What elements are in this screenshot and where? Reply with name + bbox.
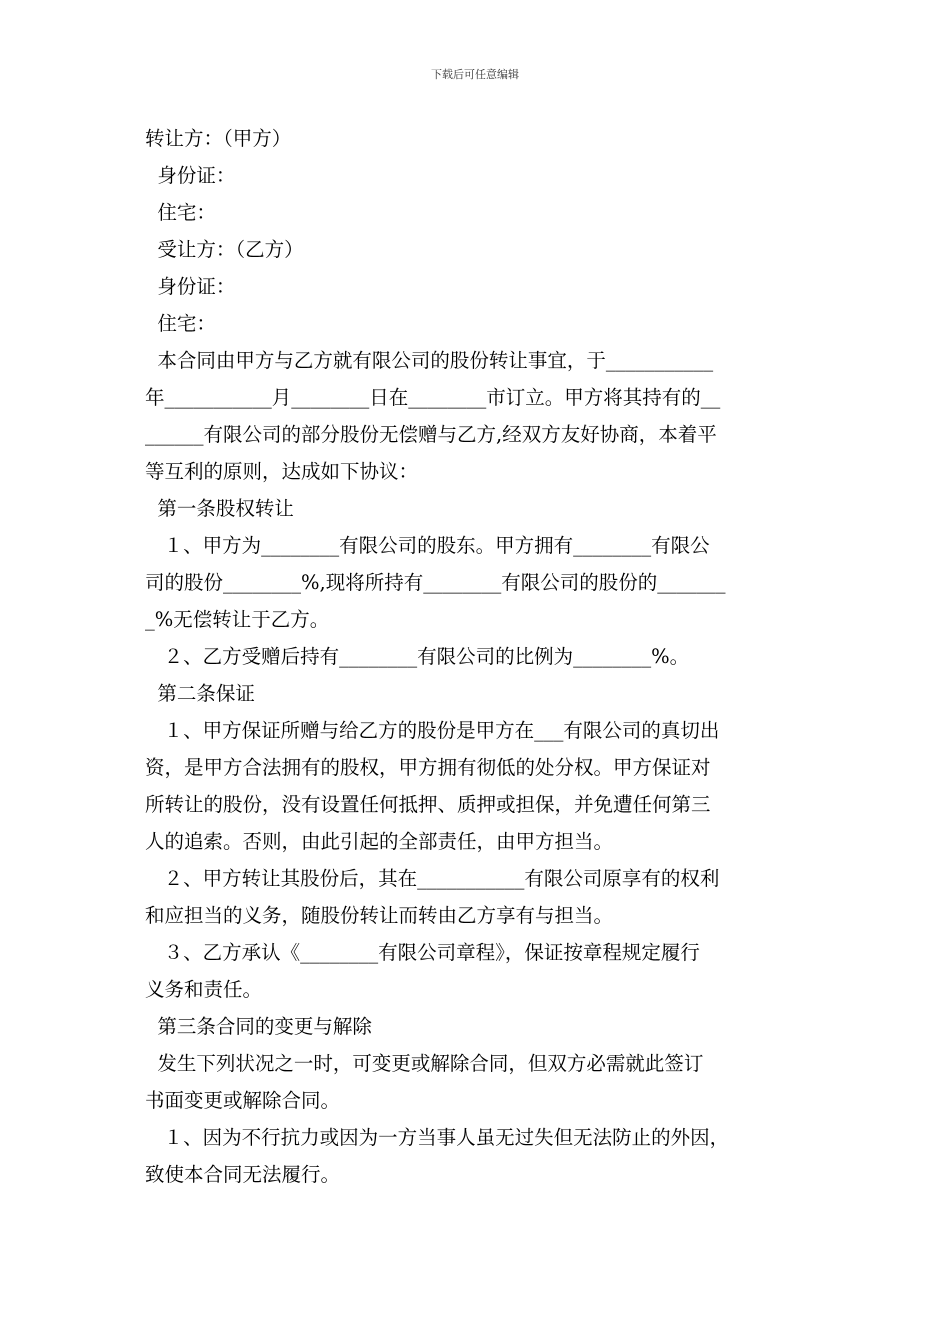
document-body — [145, 120, 810, 1193]
text-line: 司的股份________%,现将所持有________有限公司的股份的_______ — [145, 571, 726, 594]
section-heading: 第一条股权转让 — [145, 497, 294, 520]
text-line: _%无偿转让于乙方。 — [145, 608, 330, 631]
text-line: 转让方：（甲方） — [145, 127, 292, 150]
text-line: 致使本合同无法履行。 — [145, 1163, 341, 1186]
section-heading: 第三条合同的变更与解除 — [145, 1015, 372, 1038]
text-line: １、甲方保证所赠与给乙方的股份是甲方在___有限公司的真切出 — [145, 719, 720, 742]
text-line: 住宅： — [145, 312, 216, 335]
text-line: 等互利的原则，达成如下协议： — [145, 460, 419, 483]
text-line: １、甲方为________有限公司的股东。甲方拥有________有限公 — [145, 534, 710, 557]
text-line: 身份证： — [145, 275, 236, 298]
section-heading: 第二条保证 — [145, 682, 255, 705]
text-line: 和应担当的义务，随股份转让而转由乙方享有与担当。 — [145, 904, 614, 927]
text-line: ３、乙方承认《________有限公司章程》，保证按章程规定履行 — [145, 941, 700, 964]
page-header: 下载后可任意编辑 — [431, 68, 519, 81]
text-line: 书面变更或解除合同。 — [145, 1089, 341, 1112]
text-line: 住宅： — [145, 201, 216, 224]
text-line: 所转让的股份，没有设置任何抵押、质押或担保，并免遭任何第三 — [145, 793, 711, 816]
text-line: 人的追索。否则，由此引起的全部责任，由甲方担当。 — [145, 830, 614, 853]
text-line: 身份证： — [145, 164, 236, 187]
text-line: 受让方：（乙方） — [145, 238, 304, 261]
text-line: 资，是甲方合法拥有的股权，甲方拥有彻低的处分权。甲方保证对 — [145, 756, 711, 779]
text-line: 本合同由甲方与乙方就有限公司的股份转让事宜，于___________ — [145, 349, 714, 372]
text-line: 发生下列状况之一时，可变更或解除合同，但双方必需就此签订 — [145, 1052, 704, 1075]
text-line: ２、乙方受赠后持有________有限公司的比例为________%。 — [145, 645, 690, 668]
text-line: ２、甲方转让其股份后，其在___________有限公司原享有的权利 — [145, 867, 720, 890]
text-line: 年___________月________日在________市订立。甲方将其持有的__ — [145, 386, 721, 409]
text-line: １、因为不行抗力或因为一方当事人虽无过失但无法防止的外因， — [145, 1126, 730, 1149]
text-line: 义务和责任。 — [145, 978, 263, 1001]
text-line: ______有限公司的部分股份无偿赠与乙方,经双方友好协商，本着平 — [145, 423, 717, 446]
